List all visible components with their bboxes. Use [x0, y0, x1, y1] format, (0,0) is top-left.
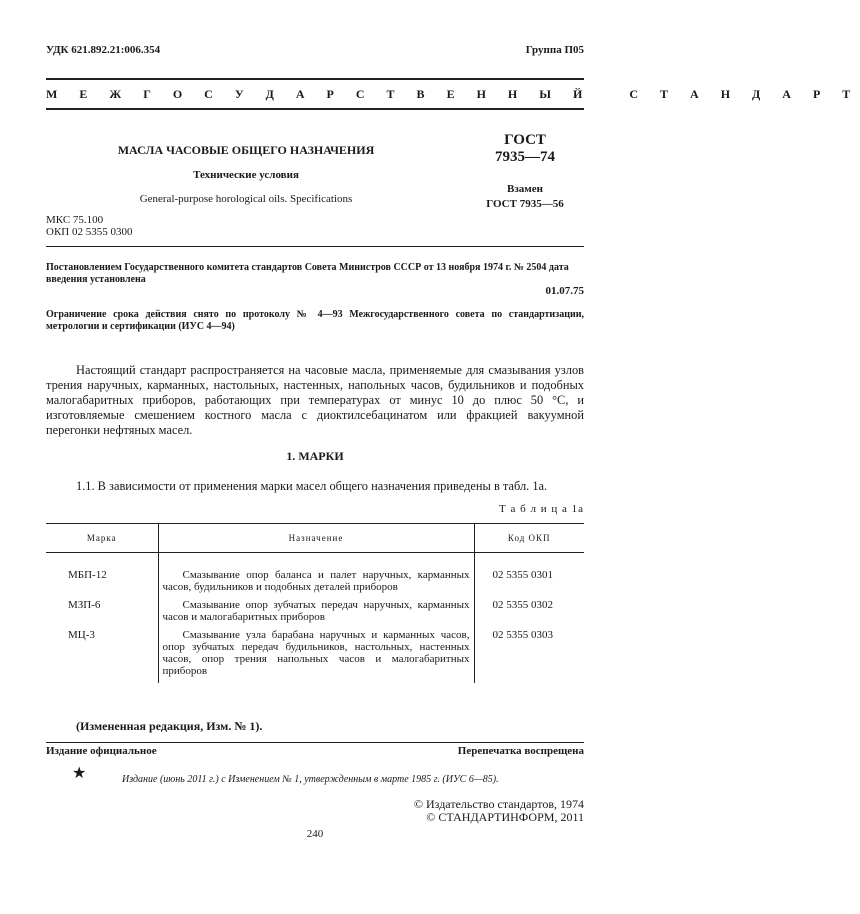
- mks-code: МКС 75.100: [46, 214, 104, 226]
- top-rule: [46, 78, 584, 80]
- mark-purpose: Смазывание опор зубчатых передач наручных, карманных часов и малогабаритных приборов: [158, 599, 474, 629]
- amended-note: (Измененная редакция, Изм. № 1).: [76, 719, 263, 733]
- mark-name: МЦ-3: [68, 629, 95, 641]
- table-header-row: [46, 524, 584, 553]
- okp-code: ОКП 02 5355 0300: [46, 226, 133, 238]
- marks-table: [46, 523, 584, 683]
- col-header-mark: Марка: [46, 524, 158, 553]
- mark-purpose: Смазывание узла барабана наручных и карманных часов, опор зубчатых передач будильников, настольных, настенных часов, опор трения напольных часов и малогабаритных приборов: [158, 629, 474, 683]
- mark-okp-code: 02 5355 0303: [492, 629, 553, 641]
- limitation-text: Ограничение срока действия снято по протоколу № 4—93 Межгосударственного совета по стандартизации, метрологии и сертификации (ИУС 4—94): [46, 309, 584, 332]
- mark-purpose: Смазывание опор баланса и палет наручных, карманных часов, будильников и подобных деталей приборов: [158, 569, 474, 599]
- document-subtitle: Технические условия: [193, 169, 299, 181]
- standard-type: М Е Ж Г О С У Д А Р С Т В Е Н Н Ы Й С Т А Н Д А Р Т: [46, 87, 860, 101]
- replaces-gost: ГОСТ 7935—56: [486, 198, 564, 210]
- star-icon: ★: [72, 765, 87, 782]
- document-title: МАСЛА ЧАСОВЫЕ ОБЩЕГО НАЗНАЧЕНИЯ: [117, 143, 375, 157]
- intro-paragraph: Настоящий стандарт распространяется на часовые масла, применяемые для смазывания узлов трения наручных, карманных, настольных, настенных, напольных часов, будильников и подобных малогабаритных приборов, работающих при температурах от минус 10 до плюс 50 °С, и изготовляемые смешением костного масла с диоктилсебацинатом или фракцией вакуумной перегонки нефтяных масел.: [46, 363, 584, 437]
- clause-1-1: 1.1. В зависимости от применения марки масел общего назначения приведены в табл. 1а.: [76, 479, 548, 493]
- english-title: General-purpose horological oils. Specifications: [139, 193, 353, 205]
- mark-okp-code: 02 5355 0301: [492, 569, 553, 581]
- replaces-label: Взамен: [507, 183, 543, 195]
- copyright-1974: © Издательство стандартов, 1974: [413, 797, 584, 811]
- gost-label: ГОСТ: [504, 132, 546, 148]
- mark-okp-code: 02 5355 0302: [492, 599, 553, 611]
- udk-code: УДК 621.892.21:006.354: [46, 44, 161, 56]
- gost-number: 7935—74: [495, 149, 555, 165]
- table-row: [46, 599, 584, 629]
- mark-name: МБП-12: [68, 569, 107, 581]
- col-header-purpose: Назначение: [158, 524, 474, 553]
- col-header-okp: Код ОКП: [474, 524, 584, 553]
- copyright-2011: © СТАНДАРТИНФОРМ, 2011: [426, 810, 584, 824]
- table-caption: Т а б л и ц а 1а: [499, 503, 584, 515]
- divider: [46, 246, 584, 247]
- table-row: [46, 569, 584, 599]
- top-rule-2: [46, 108, 584, 110]
- mark-name: МЗП-6: [68, 599, 101, 611]
- group-code: Группа П05: [525, 44, 584, 56]
- reprint-prohibited: Перепечатка воспрещена: [457, 745, 584, 757]
- table-row: [46, 629, 584, 683]
- section-heading: 1. МАРКИ: [286, 449, 344, 463]
- page-number: 240: [306, 828, 324, 840]
- footer-rule: [46, 742, 584, 743]
- edition-note: Издание (июнь 2011 г.) с Изменением № 1, утвержденным в марте 1985 г. (ИУС 6—85).: [122, 774, 499, 785]
- decree-text: Постановлением Государственного комитета стандартов Совета Министров СССР от 13 ноября 1974 г. № 2504 дата введения установлена: [46, 262, 569, 285]
- official-edition: Издание официальное: [46, 745, 157, 757]
- decree-date: 01.07.75: [545, 285, 584, 297]
